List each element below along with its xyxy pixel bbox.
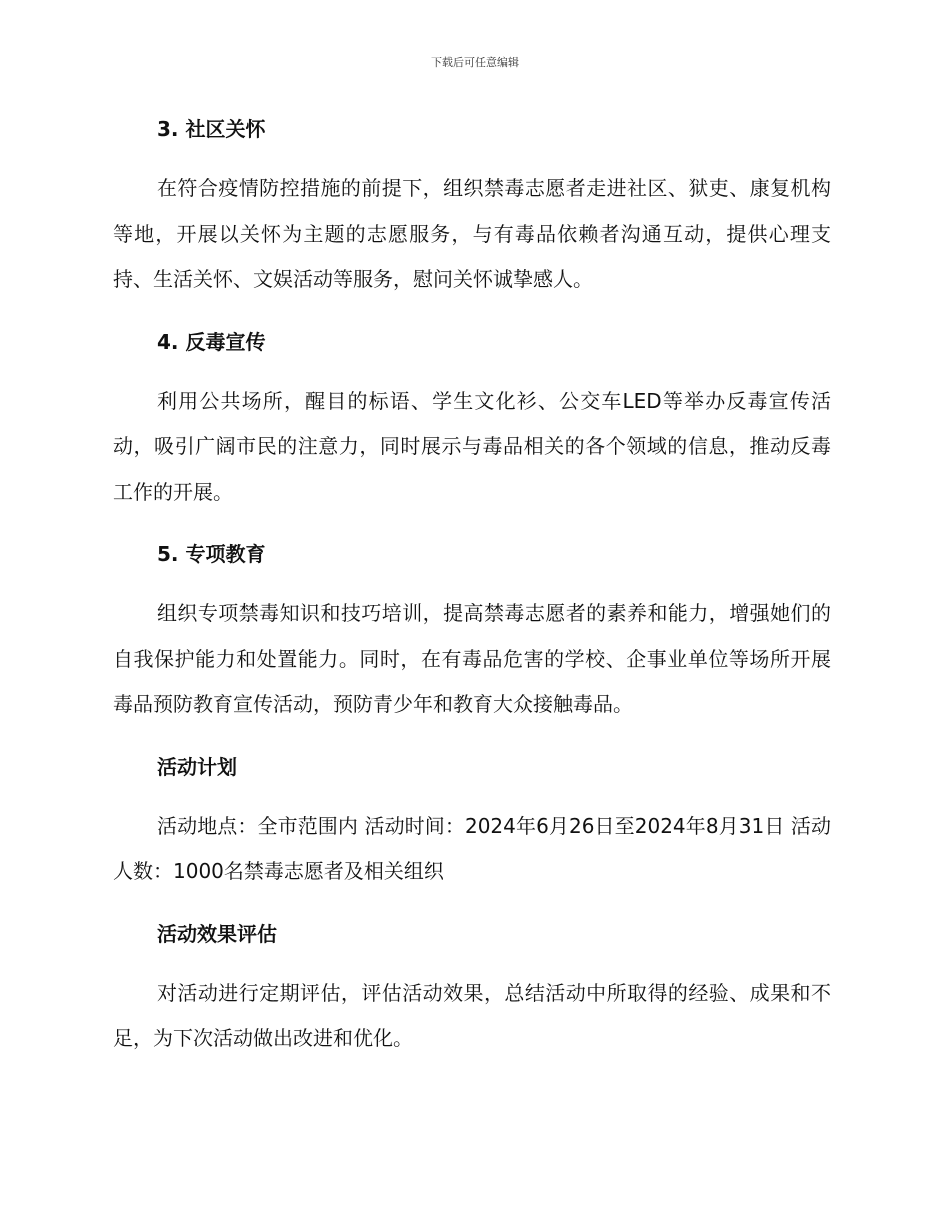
section-community-care [113,112,831,325]
page-header-note: 下载后可任意编辑 [431,56,519,69]
section-heading: 5. 专项教育 [157,542,266,566]
section-paragraph: 在符合疫情防控措施的前提下，组织禁毒志愿者走进社区、狱吏、康复机构等地，开展以关怀为主题的志愿服务，与有毒品依赖者沟通互动，提供心理支持、生活关怀、文娱活动等服务，慰问关怀诚挚感人。 [113,176,831,291]
document-body [113,112,831,1062]
section-special-education [113,537,831,750]
section-activity-plan [113,750,831,917]
section-anti-drug-promotion [113,325,831,538]
section-paragraph: 利用公共场所，醒目的标语、学生文化衫、公交车LED等举办反毒宣传活动，吸引广阔市民的注意力，同时展示与毒品相关的各个领域的信息，推动反毒工作的开展。 [113,388,831,504]
section-paragraph: 对活动进行定期评估，评估活动效果，总结活动中所取得的经验、成果和不足，为下次活动做出改进和优化。 [113,980,831,1050]
section-heading: 3. 社区关怀 [157,117,266,141]
section-heading: 活动计划 [157,754,237,779]
section-effect-evaluation [113,917,831,1062]
section-paragraph: 活动地点：全市范围内 活动时间：2024年6月26日至2024年8月31日 活动人数：1000名禁毒志愿者及相关组织 [113,813,831,883]
section-paragraph: 组织专项禁毒知识和技巧培训，提高禁毒志愿者的素养和能力，增强她们的自我保护能力和处置能力。同时，在有毒品危害的学校、企事业单位等场所开展毒品预防教育宣传活动，预防青少年和教育大众接触毒品。 [113,601,831,716]
section-heading: 4. 反毒宣传 [157,329,266,354]
section-heading: 活动效果评估 [157,921,277,946]
